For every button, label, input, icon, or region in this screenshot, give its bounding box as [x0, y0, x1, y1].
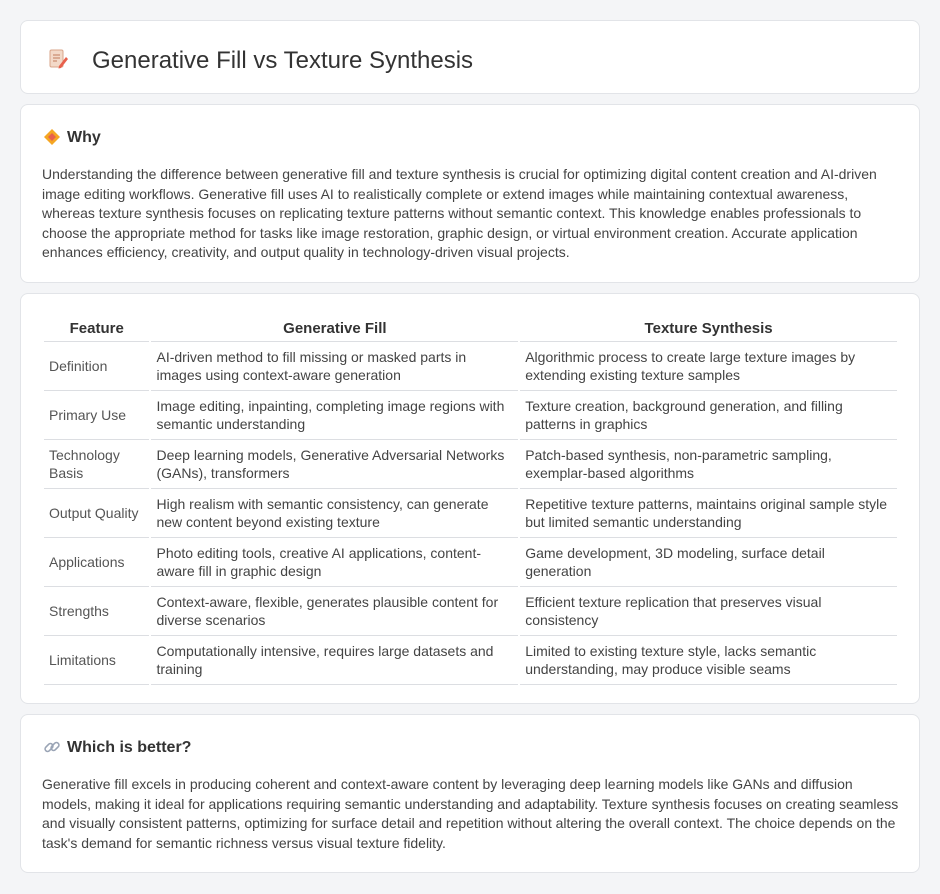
feature-cell: Strengths [44, 587, 149, 636]
which-is-better-text: Generative fill excels in producing coherent and context-aware content by leveraging deep learning models like GANs and diffusion models, making it ideal for applications requiring semantic understanding and adaptability. Texture synthesis focuses on creating seamless and visually consistent patterns, optimizing for surface detail and repetition without altering the overall context. The choice depends on the task's demand for semantic richness versus visual texture fidelity. [42, 776, 899, 851]
generative-fill-cell: AI-driven method to fill missing or masked parts in images using context-aware generation [151, 342, 518, 391]
why-section [20, 104, 920, 283]
generative-fill-cell: Context-aware, flexible, generates plausible content for diverse scenarios [151, 587, 518, 636]
table-row [44, 342, 897, 391]
header-feature: Feature [44, 316, 149, 342]
texture-synthesis-cell: Patch-based synthesis, non-parametric sampling, exemplar-based algorithms [520, 440, 897, 489]
table-row [44, 587, 897, 636]
feature-cell: Technology Basis [44, 440, 149, 489]
generative-fill-cell: Deep learning models, Generative Adversarial Networks (GANs), transformers [151, 440, 518, 489]
why-text: Understanding the difference between generative fill and texture synthesis is crucial for optimizing digital content creation and AI-driven image editing workflows. Generative fill uses AI to realistically complete or extend images while maintaining contextual awareness, whereas texture synthesis focuses on replicating texture patterns without semantic context. This knowledge enables professionals to choose the appropriate method for tasks like image restoration, graphic design, or virtual environment creation. Accurate application enhances efficiency, creativity, and output quality in technology-driven visual projects. [42, 166, 877, 261]
texture-synthesis-cell: Repetitive texture patterns, maintains original sample style but limited semantic understanding [520, 489, 897, 538]
header-card [20, 20, 920, 94]
feature-cell: Applications [44, 538, 149, 587]
why-title: Why [67, 129, 101, 146]
document-pencil-icon [47, 48, 69, 70]
header-texture-synthesis: Texture Synthesis [520, 316, 897, 342]
table-row [44, 391, 897, 440]
feature-cell: Definition [44, 342, 149, 391]
which-is-better-section [20, 714, 920, 873]
comparison-section [20, 293, 920, 704]
which-is-better-title: Which is better? [67, 739, 192, 756]
feature-cell: Limitations [44, 636, 149, 685]
header-generative-fill: Generative Fill [151, 316, 518, 342]
texture-synthesis-cell: Efficient texture replication that preserves visual consistency [520, 587, 897, 636]
table-row [44, 440, 897, 489]
texture-synthesis-cell: Limited to existing texture style, lacks semantic understanding, may produce visible seams [520, 636, 897, 685]
table-row [44, 489, 897, 538]
generative-fill-cell: Image editing, inpainting, completing image regions with semantic understanding [151, 391, 518, 440]
generative-fill-cell: High realism with semantic consistency, can generate new content beyond existing texture [151, 489, 518, 538]
texture-synthesis-cell: Algorithmic process to create large texture images by extending existing texture samples [520, 342, 897, 391]
table-header-row [44, 316, 897, 342]
page-title: Generative Fill vs Texture Synthesis [92, 47, 474, 74]
feature-cell: Primary Use [44, 391, 149, 440]
table-row [44, 636, 897, 685]
generative-fill-cell: Photo editing tools, creative AI applications, content-aware fill in graphic design [151, 538, 518, 587]
table-row [44, 538, 897, 587]
texture-synthesis-cell: Texture creation, background generation, and filling patterns in graphics [520, 391, 897, 440]
link-icon [43, 738, 61, 756]
texture-synthesis-cell: Game development, 3D modeling, surface detail generation [520, 538, 897, 587]
feature-cell: Output Quality [44, 489, 149, 538]
diamond-sign-icon [43, 128, 61, 146]
generative-fill-cell: Computationally intensive, requires large datasets and training [151, 636, 518, 685]
comparison-table [42, 316, 899, 685]
